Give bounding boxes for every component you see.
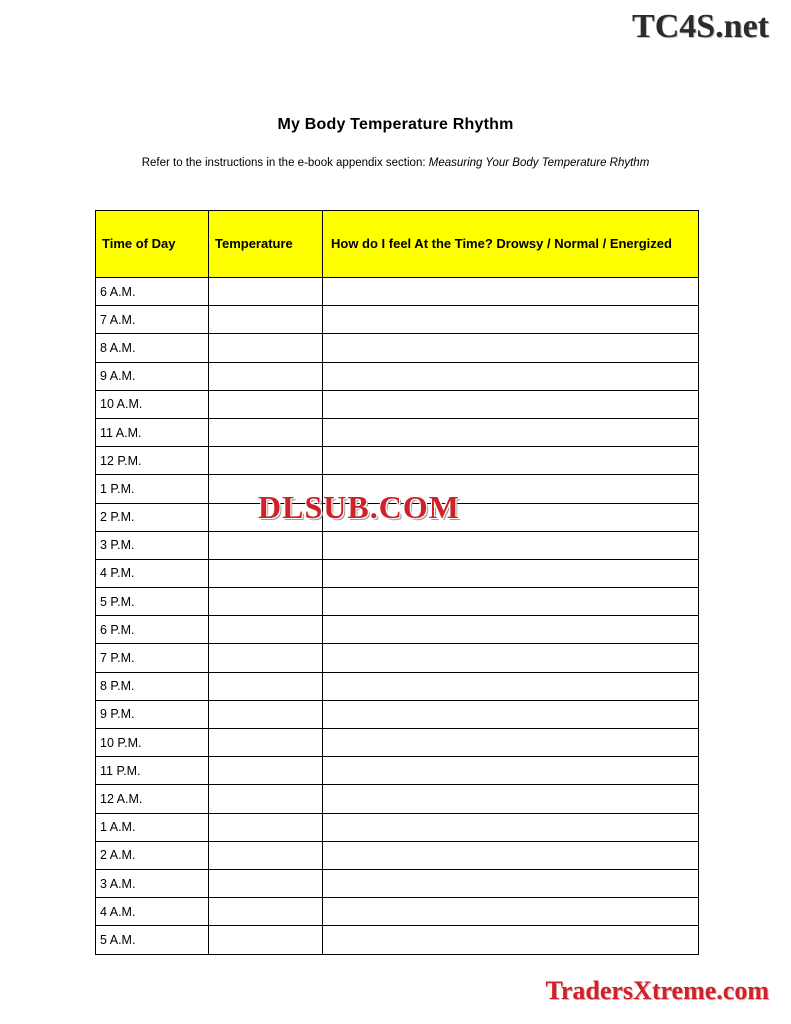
table-row — [96, 447, 699, 475]
cell-feeling[interactable] — [323, 306, 699, 334]
table-row — [96, 278, 699, 306]
cell-time-of-day: 8 P.M. — [96, 672, 209, 700]
cell-feeling[interactable] — [323, 559, 699, 587]
column-header-temperature-label: Temperature — [215, 235, 293, 251]
cell-temperature[interactable] — [209, 785, 323, 813]
cell-feeling[interactable] — [323, 757, 699, 785]
cell-feeling[interactable] — [323, 869, 699, 897]
cell-feeling[interactable] — [323, 531, 699, 559]
cell-temperature[interactable] — [209, 418, 323, 446]
table-row — [96, 418, 699, 446]
site-brand-bottom: TradersXtreme.com — [545, 976, 769, 1005]
instructions-prefix: Refer to the instructions in the e-book appendix section: — [141, 157, 426, 169]
cell-feeling[interactable] — [323, 785, 699, 813]
cell-time-of-day: 1 A.M. — [96, 813, 209, 841]
cell-time-of-day: 3 A.M. — [96, 869, 209, 897]
temperature-log-table — [95, 210, 699, 955]
column-header-time-label: Time of Day — [102, 235, 176, 251]
column-header-feeling — [323, 211, 699, 278]
cell-feeling[interactable] — [323, 813, 699, 841]
table-header — [96, 211, 699, 278]
cell-time-of-day: 4 P.M. — [96, 559, 209, 587]
cell-temperature[interactable] — [209, 447, 323, 475]
watermark: DLSUB.COM — [258, 489, 460, 525]
table-row — [96, 841, 699, 869]
cell-time-of-day: 9 P.M. — [96, 700, 209, 728]
instructions-line — [0, 157, 791, 169]
cell-time-of-day: 4 A.M. — [96, 898, 209, 926]
cell-feeling[interactable] — [323, 926, 699, 954]
table-row — [96, 306, 699, 334]
cell-temperature[interactable] — [209, 616, 323, 644]
cell-temperature[interactable] — [209, 588, 323, 616]
cell-time-of-day: 6 P.M. — [96, 616, 209, 644]
cell-temperature[interactable] — [209, 869, 323, 897]
cell-temperature[interactable] — [209, 700, 323, 728]
cell-time-of-day: 12 A.M. — [96, 785, 209, 813]
table-row — [96, 700, 699, 728]
table-row — [96, 531, 699, 559]
cell-time-of-day: 1 P.M. — [96, 475, 209, 503]
table-row — [96, 616, 699, 644]
table-row — [96, 813, 699, 841]
table-row — [96, 869, 699, 897]
table-row — [96, 729, 699, 757]
cell-time-of-day: 3 P.M. — [96, 531, 209, 559]
cell-temperature[interactable] — [209, 278, 323, 306]
column-header-temperature — [209, 211, 323, 278]
table-header-row — [96, 211, 699, 278]
cell-temperature[interactable] — [209, 898, 323, 926]
table-row — [96, 785, 699, 813]
cell-temperature[interactable] — [209, 729, 323, 757]
table-row — [96, 362, 699, 390]
cell-time-of-day: 11 P.M. — [96, 757, 209, 785]
cell-temperature[interactable] — [209, 841, 323, 869]
cell-feeling[interactable] — [323, 390, 699, 418]
table-row — [96, 644, 699, 672]
cell-temperature[interactable] — [209, 559, 323, 587]
site-brand-top: TC4S.net — [632, 8, 769, 45]
cell-feeling[interactable] — [323, 898, 699, 926]
cell-time-of-day: 7 A.M. — [96, 306, 209, 334]
cell-temperature[interactable] — [209, 334, 323, 362]
table-row — [96, 757, 699, 785]
cell-feeling[interactable] — [323, 588, 699, 616]
table-row — [96, 898, 699, 926]
cell-feeling[interactable] — [323, 841, 699, 869]
cell-time-of-day: 2 A.M. — [96, 841, 209, 869]
cell-time-of-day: 10 A.M. — [96, 390, 209, 418]
cell-temperature[interactable] — [209, 531, 323, 559]
cell-time-of-day: 2 P.M. — [96, 503, 209, 531]
cell-time-of-day: 5 A.M. — [96, 926, 209, 954]
table-row — [96, 334, 699, 362]
instructions-reference: Measuring Your Body Temperature Rhythm — [428, 157, 650, 169]
page-title: My Body Temperature Rhythm — [277, 116, 514, 133]
cell-time-of-day: 10 P.M. — [96, 729, 209, 757]
table-row — [96, 672, 699, 700]
cell-time-of-day: 11 A.M. — [96, 418, 209, 446]
cell-time-of-day: 6 A.M. — [96, 278, 209, 306]
cell-feeling[interactable] — [323, 418, 699, 446]
cell-time-of-day: 12 P.M. — [96, 447, 209, 475]
table-row — [96, 588, 699, 616]
cell-feeling[interactable] — [323, 278, 699, 306]
cell-temperature[interactable] — [209, 306, 323, 334]
cell-temperature[interactable] — [209, 362, 323, 390]
table-row — [96, 926, 699, 954]
cell-temperature[interactable] — [209, 644, 323, 672]
cell-temperature[interactable] — [209, 390, 323, 418]
cell-feeling[interactable] — [323, 729, 699, 757]
table-body — [96, 278, 699, 955]
cell-feeling[interactable] — [323, 644, 699, 672]
cell-feeling[interactable] — [323, 672, 699, 700]
column-header-feeling-label: How do I feel At the Time? Drowsy / Normal / Energized — [331, 235, 672, 251]
cell-feeling[interactable] — [323, 362, 699, 390]
cell-time-of-day: 7 P.M. — [96, 644, 209, 672]
cell-temperature[interactable] — [209, 926, 323, 954]
cell-feeling[interactable] — [323, 447, 699, 475]
cell-feeling[interactable] — [323, 700, 699, 728]
table-row — [96, 559, 699, 587]
cell-temperature[interactable] — [209, 757, 323, 785]
column-header-time — [96, 211, 209, 278]
cell-temperature[interactable] — [209, 813, 323, 841]
cell-time-of-day: 9 A.M. — [96, 362, 209, 390]
cell-feeling[interactable] — [323, 616, 699, 644]
cell-feeling[interactable] — [323, 334, 699, 362]
cell-time-of-day: 8 A.M. — [96, 334, 209, 362]
cell-temperature[interactable] — [209, 672, 323, 700]
cell-time-of-day: 5 P.M. — [96, 588, 209, 616]
table-row — [96, 390, 699, 418]
